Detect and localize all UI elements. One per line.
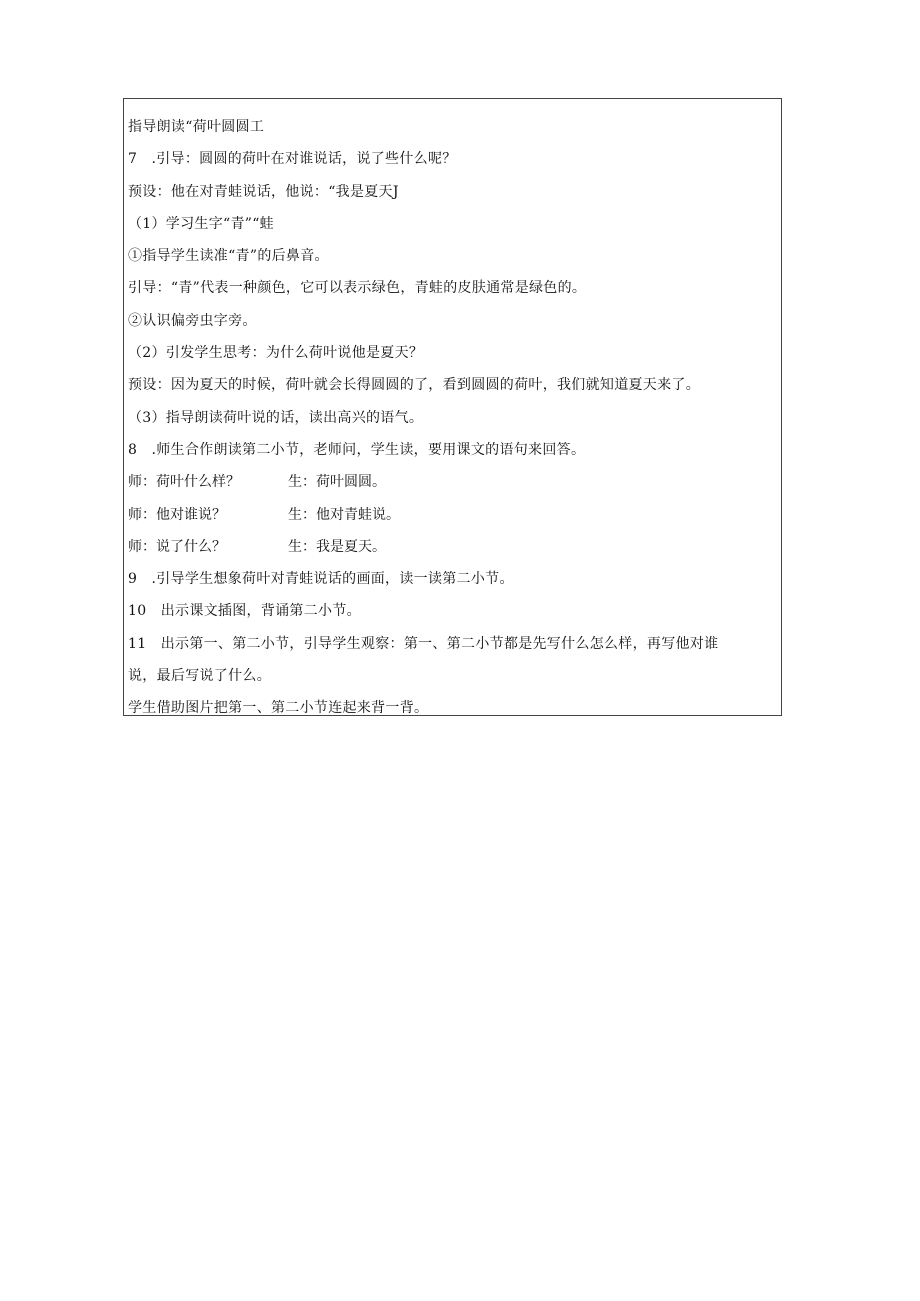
teacher-question: 师：他对谁说？ <box>128 506 226 523</box>
text-line: 8 .师生合作朗读第二小节，老师问，学生读，要用课文的语句来回答。 <box>128 441 586 458</box>
text-line: （2）引发学生思考：为什么荷叶说他是夏天？ <box>128 345 424 362</box>
dialog-row <box>128 499 773 531</box>
text-line: 说，最后写说了什么。 <box>128 668 271 685</box>
teacher-question: 师：荷叶什么样？ <box>128 474 240 491</box>
text-line: 7 .引导：圆圆的荷叶在对谁说话，说了些什么呢？ <box>128 151 457 168</box>
text-line: （3）指导朗读荷叶说的话，读出高兴的语气。 <box>128 409 424 426</box>
text-line: 学生借助图片把第一、第二小节连起来背一背。 <box>128 700 429 717</box>
text-line: 预设：他在对青蛙说话，他说：“我是夏天J <box>128 183 399 200</box>
text-line: 引导：“青”代表一种颜色，它可以表示绿色，青蛙的皮肤通常是绿色的。 <box>128 280 587 297</box>
text-line: ①指导学生读准“青”的后鼻音。 <box>128 248 329 265</box>
student-answer: 生：我是夏天。 <box>288 538 386 555</box>
text-line: 预设：因为夏天的时候，荷叶就会长得圆圆的了，看到圆圆的荷叶，我们就知道夏天来了。 <box>128 377 700 394</box>
text-line: （1）学习生字“青”“蛙 <box>128 215 274 232</box>
dialog-row <box>128 531 773 563</box>
teacher-question: 师：说了什么？ <box>128 538 226 555</box>
text-line: 指导朗读“荷叶圆圆工 <box>128 119 265 135</box>
student-answer: 生：他对青蛙说。 <box>288 506 400 523</box>
text-line: ②认识偏旁虫字旁。 <box>128 312 257 329</box>
dialog-row <box>128 466 773 498</box>
text-line: 11 出示第一、第二小节，引导学生观察：第一、第二小节都是先写什么怎么样，再写他对谁 <box>128 635 719 652</box>
student-answer: 生：荷叶圆圆。 <box>288 474 386 491</box>
text-line: 10 出示课文插图，背诵第二小节。 <box>128 603 361 620</box>
lesson-content-box <box>123 98 782 716</box>
text-line: 9 .引导学生想象荷叶对青蛙说话的画面，读一读第二小节。 <box>128 571 514 588</box>
